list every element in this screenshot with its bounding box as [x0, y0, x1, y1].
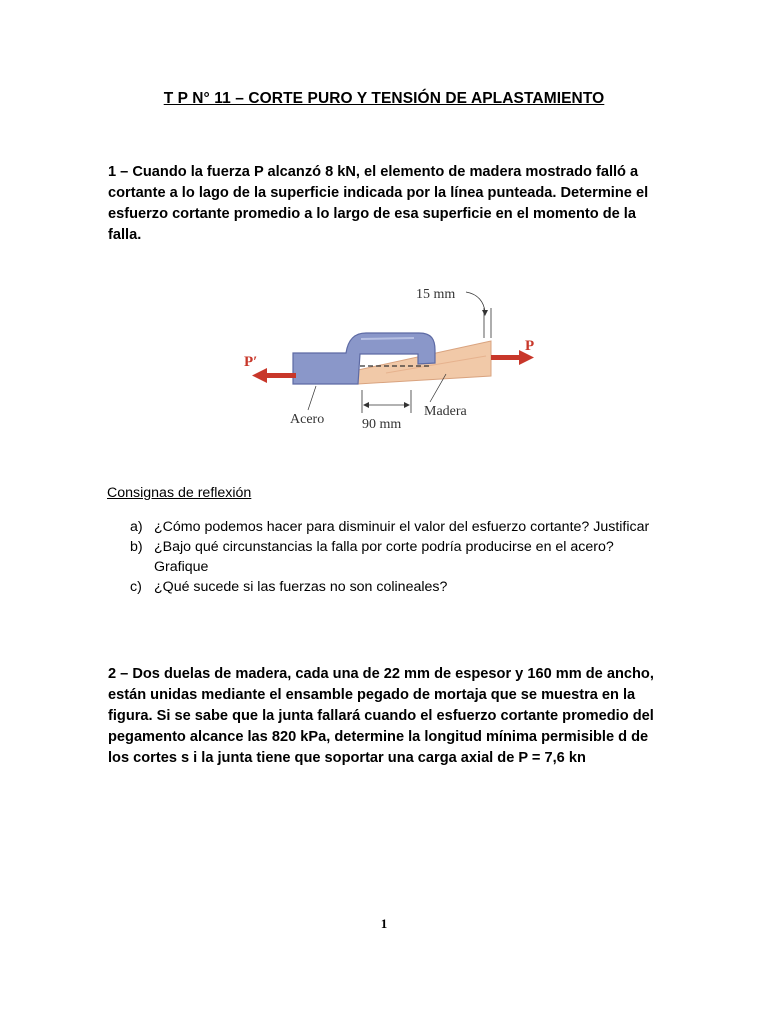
dim-15mm-leader — [466, 292, 485, 312]
label-p: P — [525, 338, 535, 354]
label-p-prime: P′ — [244, 354, 258, 370]
question-a-text: ¿Cómo podemos hacer para disminuir el valor del esfuerzo cortante? Justificar — [154, 519, 650, 535]
question-a-label: a) — [130, 519, 143, 535]
question-b-label: b) — [130, 539, 143, 555]
problem-1-text: 1 – Cuando la fuerza P alcanzó 8 kN, el elemento de madera mostrado falló a cortante a lo lago de la superficie indicada por la línea punteada. Determine el esfuerzo cortante promedio a lo largo de esa superficie en el momento de la falla. — [108, 164, 649, 243]
label-90mm: 90 mm — [362, 417, 402, 432]
dim-90mm-arrow-right — [404, 402, 410, 408]
question-c-label: c) — [130, 579, 142, 595]
reflexion-heading: Consignas de reflexión — [107, 485, 252, 501]
dim-90mm-arrow-left — [363, 402, 369, 408]
question-b — [130, 537, 670, 577]
page-title: T P N° 11 – CORTE PURO Y TENSIÓN DE APLASTAMIENTO — [163, 90, 605, 107]
reflexion-question-list — [130, 517, 670, 597]
label-15mm: 15 mm — [416, 287, 456, 302]
label-acero: Acero — [290, 412, 325, 427]
question-b-text: ¿Bajo qué circunstancias la falla por corte podría producirse en el acero? Grafique — [154, 539, 614, 575]
question-a — [130, 517, 670, 537]
label-madera: Madera — [424, 404, 467, 419]
force-p-prime-shaft — [264, 373, 296, 378]
force-p-shaft — [491, 355, 521, 360]
dim-15mm-arrow — [482, 310, 488, 316]
question-c — [130, 577, 670, 597]
figure-steel-wood-joint — [236, 278, 556, 438]
acero-leader — [308, 386, 316, 410]
question-c-text: ¿Qué sucede si las fuerzas no son colineales? — [154, 579, 448, 595]
page-number: 1 — [380, 916, 388, 931]
steel-highlight — [361, 338, 414, 339]
force-p-prime-arrowhead — [252, 368, 267, 383]
problem-2-text: 2 – Dos duelas de madera, cada una de 22 mm de espesor y 160 mm de ancho, están unidas mediante el ensamble pegado de mortaja que se muestra en la figura. Si se sabe que la junta fallará cuando el esfuerzo cortante promedio del pegamento alcance las 820 kPa, determine la longitud mínima permisible d de los cortes s i la junta tiene que soportar una carga axial de P = 7,6 kn — [108, 666, 654, 766]
